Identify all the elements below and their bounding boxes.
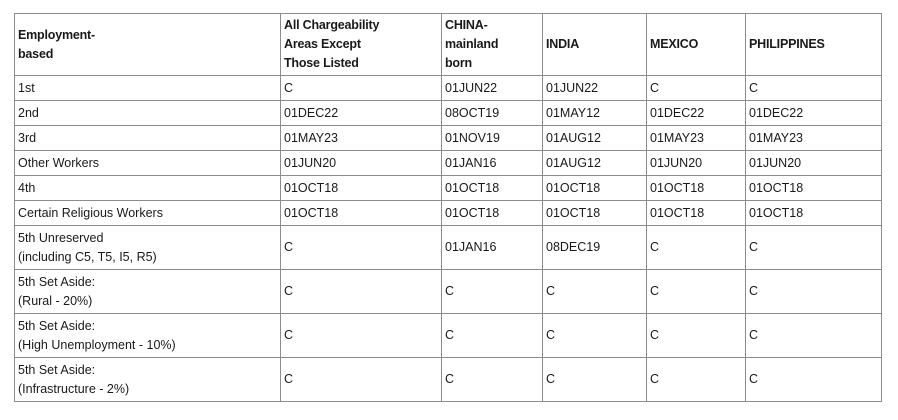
table-cell: 01AUG12	[543, 151, 647, 176]
table-header-row	[15, 14, 882, 76]
table-cell: 01OCT18	[543, 201, 647, 226]
table-cell: 08OCT19	[442, 101, 543, 126]
table-cell: C	[647, 358, 746, 402]
table-cell: C	[543, 314, 647, 358]
table-cell: 01JUN20	[746, 151, 882, 176]
table-cell: 01JUN22	[442, 76, 543, 101]
table-cell: C	[746, 314, 882, 358]
table-cell: C	[647, 270, 746, 314]
header-mexico: MEXICO	[647, 14, 746, 76]
table-row	[15, 126, 882, 151]
header-india: INDIA	[543, 14, 647, 76]
table-cell: 01OCT18	[543, 176, 647, 201]
table-cell: 01JAN16	[442, 226, 543, 270]
table-cell: C	[543, 270, 647, 314]
table-cell: 01JAN16	[442, 151, 543, 176]
header-philippines: PHILIPPINES	[746, 14, 882, 76]
table-cell: 01DEC22	[281, 101, 442, 126]
table-cell: C	[746, 76, 882, 101]
table-cell: 01OCT18	[746, 176, 882, 201]
table-cell: 01DEC22	[647, 101, 746, 126]
table-row	[15, 201, 882, 226]
table-cell: 01OCT18	[647, 176, 746, 201]
table-cell: 01JUN20	[281, 151, 442, 176]
table-cell: 01AUG12	[543, 126, 647, 151]
table-cell: C	[746, 270, 882, 314]
table-cell: 01OCT18	[442, 201, 543, 226]
table-cell: 01OCT18	[442, 176, 543, 201]
table-cell: 01JUN22	[543, 76, 647, 101]
row-label: Other Workers	[15, 151, 281, 176]
row-label: 5th Set Aside: (Rural - 20%)	[15, 270, 281, 314]
table-cell: C	[543, 358, 647, 402]
table-cell: 01NOV19	[442, 126, 543, 151]
table-cell: C	[647, 314, 746, 358]
table-cell: C	[281, 270, 442, 314]
row-label: 3rd	[15, 126, 281, 151]
table-row	[15, 176, 882, 201]
row-label: 1st	[15, 76, 281, 101]
table-cell: C	[281, 314, 442, 358]
table-cell: 01OCT18	[746, 201, 882, 226]
row-label: 5th Set Aside: (Infrastructure - 2%)	[15, 358, 281, 402]
table-cell: C	[442, 358, 543, 402]
table-cell: 08DEC19	[543, 226, 647, 270]
table-cell: C	[442, 270, 543, 314]
table-cell: 01OCT18	[647, 201, 746, 226]
table-cell: C	[442, 314, 543, 358]
header-china: CHINA- mainland born	[442, 14, 543, 76]
table-cell: C	[281, 76, 442, 101]
row-label: 4th	[15, 176, 281, 201]
table-cell: 01MAY23	[746, 126, 882, 151]
table-cell: 01JUN20	[647, 151, 746, 176]
header-all-chargeability: All Chargeability Areas Except Those Listed	[281, 14, 442, 76]
table-cell: C	[647, 76, 746, 101]
header-employment-based: Employment- based	[15, 14, 281, 76]
table-row	[15, 151, 882, 176]
row-label: 5th Unreserved (including C5, T5, I5, R5)	[15, 226, 281, 270]
table-cell: C	[746, 358, 882, 402]
table-row	[15, 76, 882, 101]
table-cell: 01DEC22	[746, 101, 882, 126]
table-cell: C	[281, 226, 442, 270]
table-cell: C	[647, 226, 746, 270]
row-label: 2nd	[15, 101, 281, 126]
row-label: Certain Religious Workers	[15, 201, 281, 226]
table-row	[15, 101, 882, 126]
table-cell: 01OCT18	[281, 201, 442, 226]
table-cell: 01MAY23	[647, 126, 746, 151]
table-row	[15, 358, 882, 402]
table-cell: C	[281, 358, 442, 402]
table-cell: 01MAY23	[281, 126, 442, 151]
table-row	[15, 226, 882, 270]
row-label: 5th Set Aside: (High Unemployment - 10%)	[15, 314, 281, 358]
table-row	[15, 314, 882, 358]
employment-based-dates-table	[14, 13, 882, 402]
table-row	[15, 270, 882, 314]
table-cell: 01MAY12	[543, 101, 647, 126]
table-cell: C	[746, 226, 882, 270]
table-cell: 01OCT18	[281, 176, 442, 201]
